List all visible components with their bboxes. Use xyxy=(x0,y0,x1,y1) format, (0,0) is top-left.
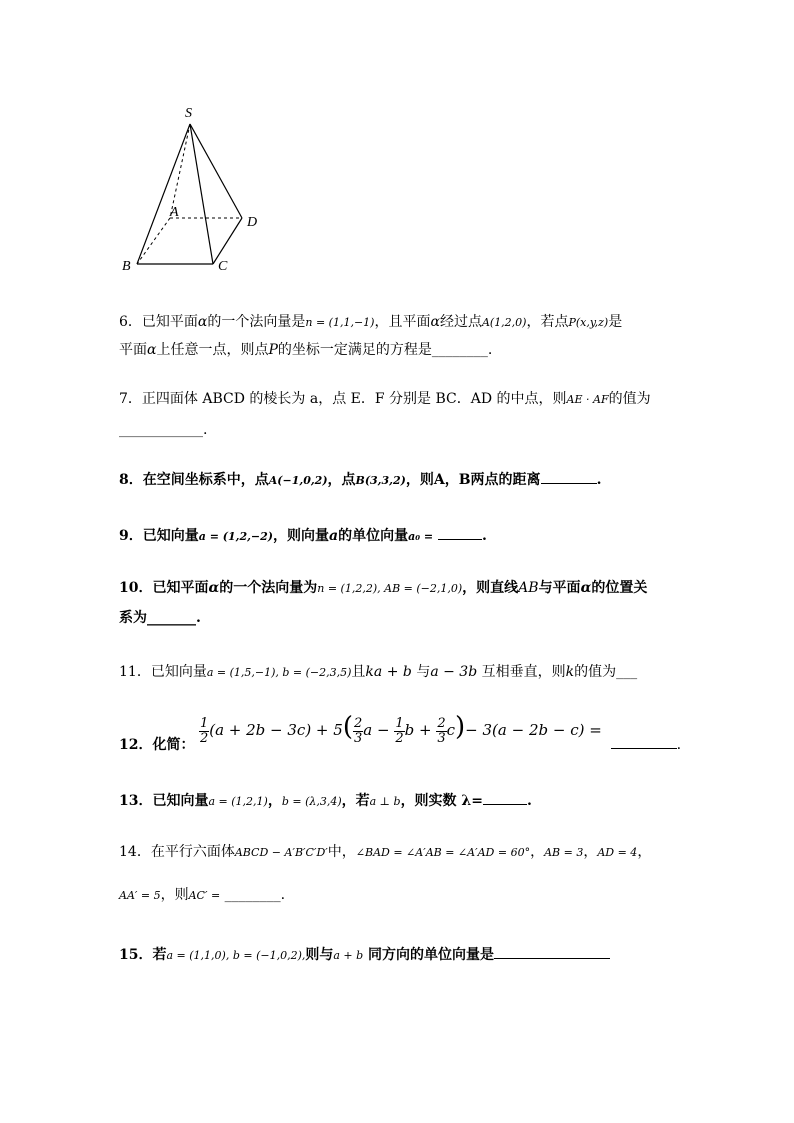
answer-blank[interactable] xyxy=(483,790,527,805)
question-13: 13．已知向量a = (1,2,1)，b = (λ,3,4)，若a ⊥ b，则实数 λ= . xyxy=(119,790,532,812)
edge-SA xyxy=(170,124,190,218)
question-12: 12．化简： $\frac{1}{2}$ (a + 2b − 3c) + 5( $\frac{2}{3}$ a − $\frac{1}{2}$ b + $\frac{2}{3}$ c)− 3(a − 2b − c) = . xyxy=(119,712,682,753)
question-7: 7．正四面体 ABCD 的棱长为 a，点 E．F 分别是 BC．AD 的中点，则AE · AF的值为 xyxy=(119,391,651,407)
vertex-label-c: C xyxy=(218,259,228,274)
answer-blank[interactable] xyxy=(541,469,597,484)
answer-blank[interactable] xyxy=(611,734,677,749)
question-10: 10．已知平面α的一个法向量为n = (1,2,2), AB = (−2,1,0)，则直线AB与平面α的位置关 xyxy=(119,580,648,596)
edge-SB xyxy=(137,124,190,264)
question-15: 15．若a = (1,1,0), b = (−1,0,2),则与a + b 同方向的单位向量是 xyxy=(119,944,610,966)
vertex-label-s: S xyxy=(185,106,192,121)
vertex-label-d: D xyxy=(247,215,258,230)
q6-number: 6． xyxy=(119,314,142,330)
edge-AB xyxy=(137,218,170,264)
vertex-label-a: A xyxy=(170,205,179,220)
question-11: 11．已知向量a = (1,5,−1), b = (−2,3,5)且ka + b 与a − 3b 互相垂直，则k的值为___ xyxy=(119,664,638,680)
question-9: 9．已知向量a = (1,2,−2)，则向量a的单位向量a₀ = . xyxy=(119,525,487,547)
question-10-line2: 系为_______. xyxy=(119,610,201,626)
question-14: 14．在平行六面体ABCD − A′B′C′D′中，∠BAD = ∠A′AB = ∠A′AD = 60°，AB = 3，AD = 4， xyxy=(119,844,652,860)
pyramid-figure xyxy=(110,100,270,280)
answer-blank[interactable] xyxy=(494,944,610,959)
question-14-line2: AA′ = 5，则AC′ = ________. xyxy=(119,887,286,903)
question-6-line2: 平面α上任意一点，则点P的坐标一定满足的方程是________. xyxy=(119,342,493,358)
q6-normal-vector: n = (1,1,−1) xyxy=(305,316,375,329)
edge-CD xyxy=(213,218,242,264)
question-7-line2: ____________. xyxy=(119,422,208,438)
question-8: 8．在空间坐标系中，点A(−1,0,2)，点B(3,3,2)，则A，B两点的距离 . xyxy=(119,469,601,491)
q7-dot-product: AE · AF xyxy=(566,393,609,406)
question-6: 6．已知平面α的一个法向量是n = (1,1,−1)，且平面α经过点A(1,2,0)，若点P(x,y,z)是 xyxy=(119,314,623,330)
vertex-label-b: B xyxy=(122,259,131,274)
answer-blank[interactable] xyxy=(438,525,482,540)
q12-expression: $\frac{1}{2}$ (a + 2b − 3c) + 5( $\frac{2}{3}$ a − $\frac{1}{2}$ b + $\frac{2}{3}$ c)− 3(a − 2b − c) = xyxy=(199,712,602,746)
